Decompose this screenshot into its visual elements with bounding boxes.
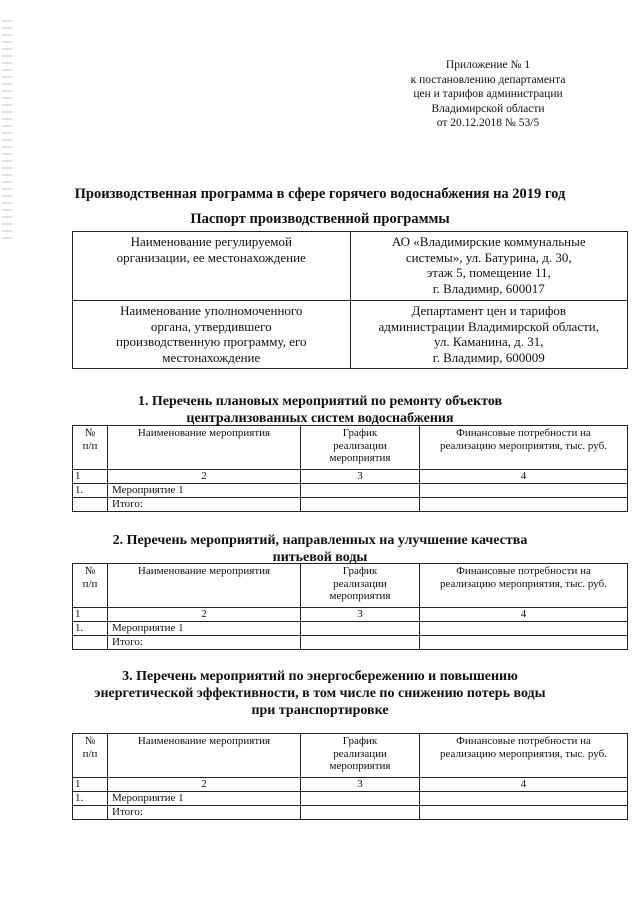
appendix-line: Приложение № 1: [445, 59, 531, 71]
col-header: № п/п: [73, 564, 108, 608]
appendix-line: от 20.12.2018 № 53/5: [436, 117, 540, 129]
appendix-line: цен и тарифов администрации: [413, 88, 563, 100]
passport-cell: Наименование регулируемой организации, ее местонахождение: [73, 232, 351, 301]
passport-table: [72, 231, 628, 369]
col-header: Наименование мероприятия: [108, 426, 301, 470]
appendix-line: к постановлению департамента: [410, 73, 566, 86]
appendix-line: Владимирской области: [431, 102, 545, 115]
section-table: № п/п Наименование мероприятия График реализации мероприятия Финансовые потребности на реализацию мероприятия, тыс. руб. 1 2 3 4 1. Мероприятие 1 Итого:: [72, 425, 628, 512]
scan-edge-noise: [2, 20, 12, 240]
passport-cell: Департамент цен и тарифов администрации Владимирской области, ул. Каманина, д. 31, г. Владимир, 600009: [350, 301, 628, 369]
passport-title: Паспорт производственной программы: [190, 211, 450, 227]
document-title: Производственная программа в сфере горячего водоснабжения на 2019 год: [74, 186, 566, 202]
col-header: Финансовые потребности на реализацию мероприятия, тыс. руб.: [420, 426, 628, 470]
passport-cell: АО «Владимирские коммунальные системы», ул. Батурина, д. 30, этаж 5, помещение 11, г. Владимир, 600017: [350, 232, 628, 301]
total-row: Итого:: [73, 497, 628, 511]
col-header: Наименование мероприятия: [108, 734, 301, 778]
section-heading: 2. Перечень мероприятий, направленных на улучшение качества питьевой воды: [112, 533, 528, 565]
section-table: № п/п Наименование мероприятия График реализации мероприятия Финансовые потребности на реализацию мероприятия, тыс. руб. 1 2 3 4 1. Мероприятие 1 Итого:: [72, 733, 628, 820]
col-header: Наименование мероприятия: [108, 564, 301, 608]
col-header: Финансовые потребности на реализацию мероприятия, тыс. руб.: [420, 564, 628, 608]
total-row: Итого:: [73, 805, 628, 819]
col-header: График реализации мероприятия: [301, 564, 420, 608]
table-row: 1. Мероприятие 1: [73, 483, 628, 497]
section-table: № п/п Наименование мероприятия График реализации мероприятия Финансовые потребности на реализацию мероприятия, тыс. руб. 1 2 3 4 1. Мероприятие 1 Итого:: [72, 563, 628, 650]
table-row: 1. Мероприятие 1: [73, 621, 628, 635]
section-heading: 3. Перечень мероприятий по энергосбережению и повышению энергетической эффективности, в том числе по снижению потерь воды при транспортировке: [94, 669, 546, 718]
total-row: Итого:: [73, 635, 628, 649]
appendix-block: [388, 58, 588, 131]
col-header: № п/п: [73, 734, 108, 778]
col-header: График реализации мероприятия: [301, 426, 420, 470]
col-header: График реализации мероприятия: [301, 734, 420, 778]
col-header: № п/п: [73, 426, 108, 470]
col-header: Финансовые потребности на реализацию мероприятия, тыс. руб.: [420, 734, 628, 778]
table-row: 1. Мероприятие 1: [73, 791, 628, 805]
section-heading: 1. Перечень плановых мероприятий по ремонту объектов централизованных систем водоснабжения: [137, 394, 503, 426]
passport-cell: Наименование уполномоченного органа, утвердившего производственную программу, его местонахождение: [73, 301, 351, 369]
